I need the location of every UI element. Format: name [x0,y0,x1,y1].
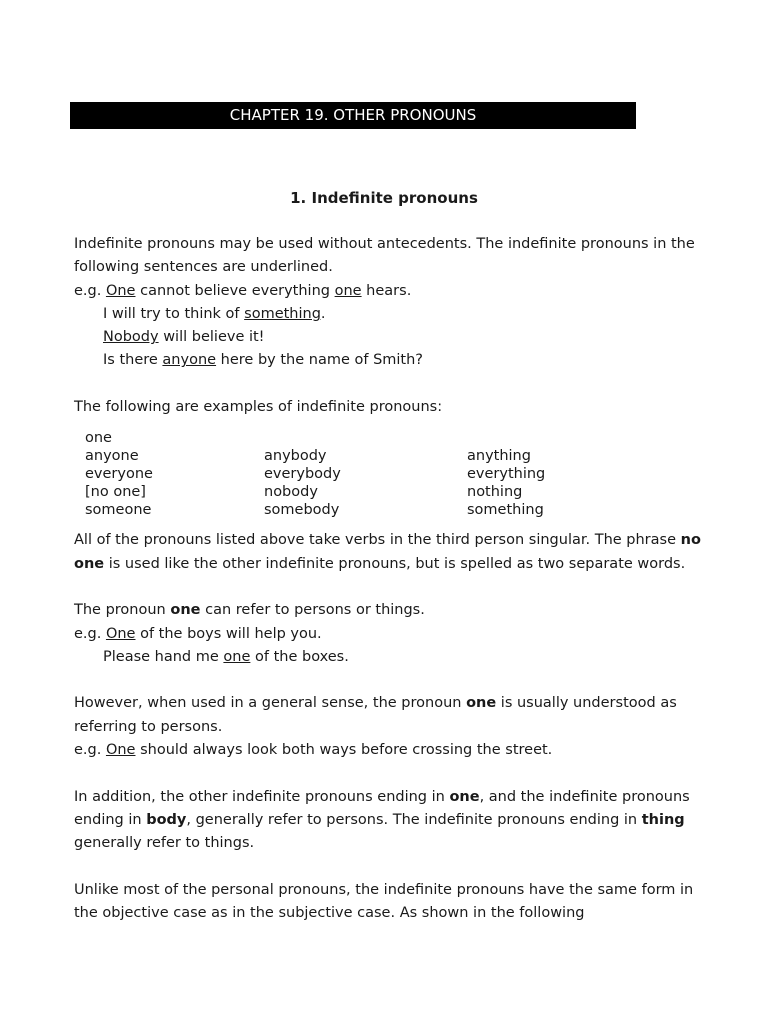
table-cell: nobody [264,484,318,501]
table-cell: one [85,430,112,447]
underlined-pronoun: anyone [162,352,217,369]
chapter-banner [70,102,636,129]
list-intro: The following are examples of indefinite pronouns: [74,399,443,416]
table-cell: everybody [264,466,341,483]
example-line: Please hand me one of the boxes. [103,648,349,665]
table-cell: everything [467,466,546,483]
intro-paragraph: Indefinite pronouns may be used without antecedents. The indefinite pronouns in the following sentences are underlined. [74,236,695,276]
pronoun-table [85,429,714,519]
table-cell [264,429,467,447]
underlined-pronoun: Nobody [103,329,159,346]
example-line: e.g. One should always look both ways before crossing the street. [74,742,553,759]
table-cell: [no one] [85,484,146,501]
table-cell: someone [85,502,152,519]
table-row [85,501,714,519]
table-row [85,447,714,465]
one-paragraph: The pronoun one can refer to persons or things. [74,602,425,619]
bold-term: thing [641,811,685,828]
example-line-2: I will try to think of something. [103,305,326,322]
underlined-pronoun: One [105,625,136,642]
table-row [85,483,714,501]
table-cell: nothing [467,484,523,501]
bold-term: one [449,788,480,805]
bold-term: one [170,602,201,619]
table-row [85,429,714,447]
table-row [85,465,714,483]
table-cell: everyone [85,466,153,483]
underlined-pronoun: something [244,305,321,322]
underlined-pronoun: One [105,282,136,299]
example-line: e.g. One of the boys will help you. [74,625,322,642]
example-line-1: e.g. One cannot believe everything one hears. [74,282,412,299]
singular-paragraph: All of the pronouns listed above take verbs in the third person singular. The phrase no one is used like the other indefinite pronouns, but is spelled as two separate words. [74,532,701,572]
document-body [74,233,714,925]
table-cell: anyone [85,448,139,465]
section-title: 1. Indefinite pronouns [290,189,478,207]
table-cell: something [467,502,544,519]
bold-term: body [146,811,187,828]
bold-term: no one [74,532,701,572]
table-cell: anything [467,448,531,465]
general-paragraph: However, when used in a general sense, the pronoun one is usually understood as referring to persons. [74,695,677,735]
unlike-paragraph: Unlike most of the personal pronouns, the indefinite pronouns have the same form in the objective case as in the subjective case. As shown in the following [74,881,694,922]
example-line-3: Nobody will believe it! [103,329,265,346]
chapter-title: CHAPTER 19. OTHER PRONOUNS [229,106,477,124]
bold-term: one [466,695,497,712]
table-cell: somebody [264,502,340,519]
underlined-pronoun: one [223,648,251,665]
addition-paragraph: In addition, the other indefinite pronouns ending in one, and the indefinite pronouns ending in body, generally refer to persons. The indefinite pronouns ending in thing generally refer to things. [74,788,690,852]
table-cell: anybody [264,448,327,465]
example-line-4: Is there anyone here by the name of Smith? [103,352,423,369]
underlined-pronoun: one [334,282,362,299]
underlined-pronoun: One [105,742,136,759]
